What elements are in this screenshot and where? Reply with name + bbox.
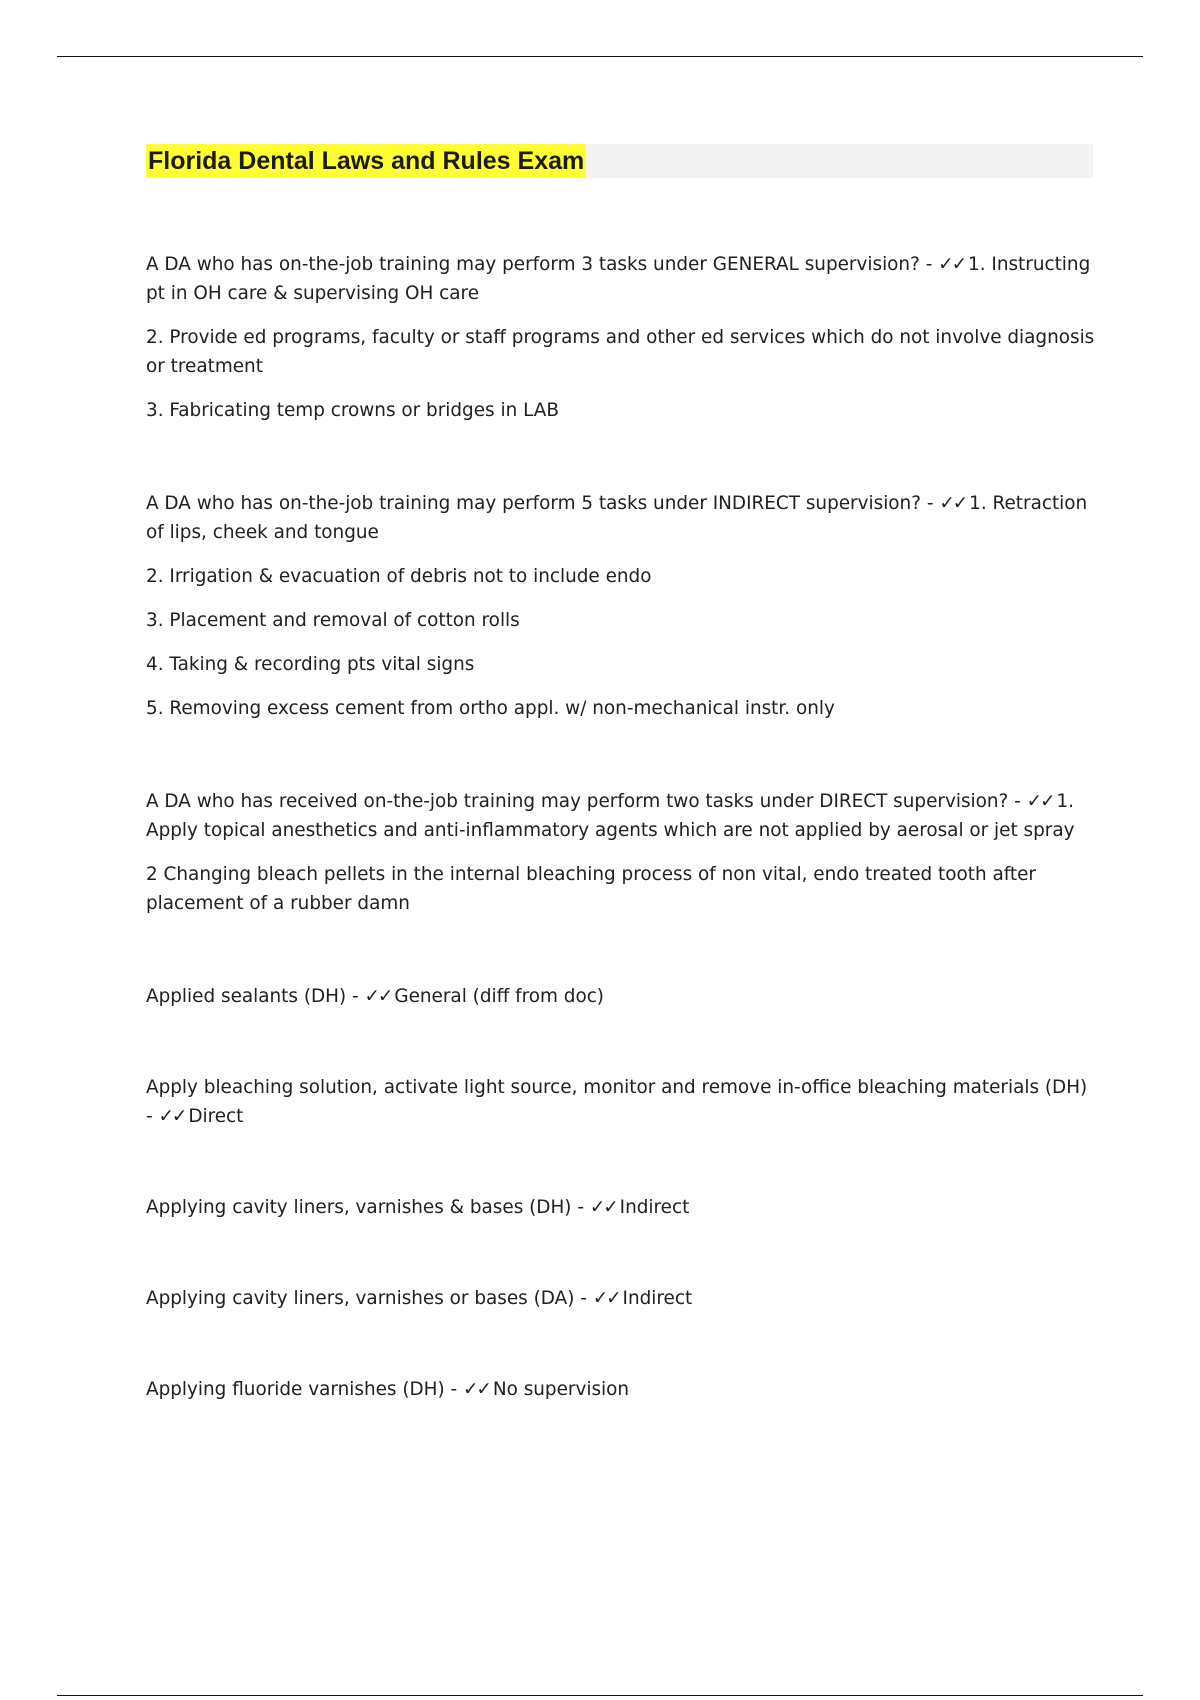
double-check-icon: ✓✓ (938, 254, 965, 275)
question-text: Applied sealants (DH) - (146, 986, 365, 1007)
double-check-icon: ✓✓ (939, 493, 967, 514)
qa-entry (146, 489, 1096, 547)
answer-text: Direct (188, 1106, 244, 1127)
document-title: Florida Dental Laws and Rules Exam (146, 144, 586, 178)
answer-text: General (diff from doc) (394, 986, 604, 1007)
answer-text: 1. Instructing pt in OH care & supervising OH care (146, 254, 1091, 304)
qa-entry (146, 1193, 1096, 1222)
header-rule (57, 56, 1143, 57)
question-text: Apply bleaching solution, activate light source, monitor and remove in-office bleaching materials (DH) - (146, 1077, 1088, 1127)
question-text: Applying cavity liners, varnishes & bases (DH) - (146, 1197, 590, 1218)
document-body (146, 250, 1096, 1404)
footer-rule (57, 1695, 1143, 1696)
answer-list-item: 3. Fabricating temp crowns or bridges in LAB (146, 400, 559, 421)
qa-entry (146, 1073, 1096, 1131)
double-check-icon: ✓✓ (364, 986, 392, 1007)
double-check-icon: ✓✓ (463, 1379, 490, 1400)
qa-entry (146, 1284, 1096, 1313)
answer-text: Indirect (619, 1197, 690, 1218)
answer-list-item: 2. Provide ed programs, faculty or staff programs and other ed services which do not involve diagnosis or treatment (146, 327, 1095, 377)
answer-list-item: 2. Irrigation & evacuation of debris not to include endo (146, 566, 652, 587)
question-text: A DA who has on-the-job training may perform 3 tasks under GENERAL supervision? - (146, 254, 939, 275)
answer-text: 1. Retraction of lips, cheek and tongue (146, 493, 1088, 543)
double-check-icon: ✓✓ (589, 1197, 617, 1218)
qa-entry (146, 1375, 1096, 1404)
question-text: A DA who has received on-the-job training may perform two tasks under DIRECT supervision? - (146, 791, 1027, 812)
qa-entry (146, 250, 1096, 308)
answer-list-item: 2 Changing bleach pellets in the internal bleaching process of non vital, endo treated tooth after placement of a rubber damn (146, 864, 1036, 914)
qa-entry (146, 787, 1096, 845)
qa-entry (146, 982, 1096, 1011)
question-text: Applying cavity liners, varnishes or bases (DA) - (146, 1288, 593, 1309)
question-text: Applying fluoride varnishes (DH) - (146, 1379, 464, 1400)
answer-text: Indirect (622, 1288, 693, 1309)
double-check-icon: ✓✓ (158, 1106, 186, 1127)
double-check-icon: ✓✓ (1026, 791, 1054, 812)
question-text: A DA who has on-the-job training may perform 5 tasks under INDIRECT supervision? - (146, 493, 940, 514)
answer-list-item: 4. Taking & recording pts vital signs (146, 654, 475, 675)
answer-list-item: 3. Placement and removal of cotton rolls (146, 610, 520, 631)
answer-text: No supervision (492, 1379, 630, 1400)
double-check-icon: ✓✓ (592, 1288, 620, 1309)
answer-text: 1. Apply topical anesthetics and anti-inflammatory agents which are not applied by aerosal or jet spray (146, 791, 1075, 841)
answer-list-item: 5. Removing excess cement from ortho appl. w/ non-mechanical instr. only (146, 698, 835, 719)
